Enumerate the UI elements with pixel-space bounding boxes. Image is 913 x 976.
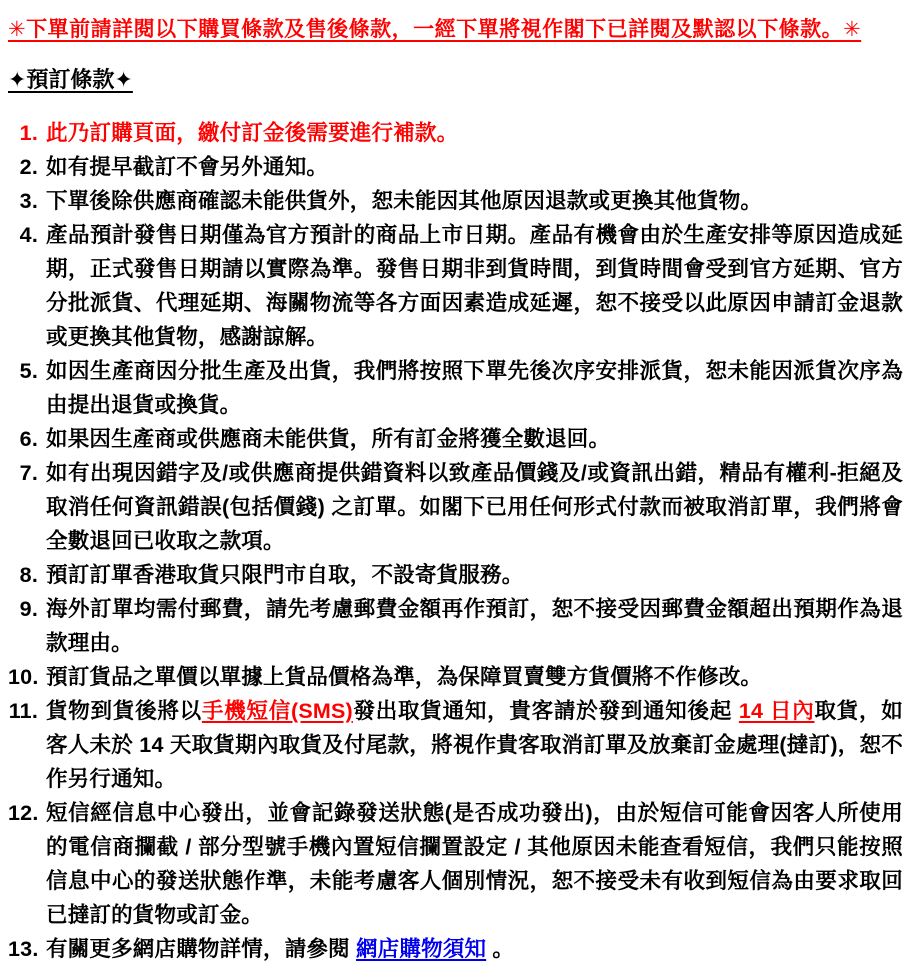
term-number: 11.	[8, 699, 38, 723]
section-title: ✦預訂條款✦	[8, 67, 133, 92]
term-text	[46, 563, 523, 587]
term-item	[8, 116, 903, 150]
term-item	[8, 694, 903, 796]
term-item	[8, 932, 903, 966]
term-number: 13.	[8, 937, 39, 961]
term-item	[8, 354, 903, 422]
text-run: 如有提早截訂不會另外通知。	[46, 155, 329, 179]
term-text	[46, 155, 328, 179]
term-text	[46, 461, 903, 553]
term-number: 7.	[19, 461, 38, 485]
term-number: 12.	[8, 801, 39, 825]
text-run: 短信經信息中心發出，並會記錄發送狀態(是否成功發出)，由於短信可能會因客人所使用的電信商攔截 / 部分型號手機內置短信攔置設定 / 其他原因未能查看短信，我們只能按照信息中心的發送狀態作準，未能考慮客人個別情況，恕不接受未有收到短信為由要求取回已撻訂的貨物或訂金。	[46, 801, 903, 927]
text-run: 海外訂單均需付郵費，請先考慮郵費金額再作預訂，恕不接受因郵費金額超出預期作為退款理由。	[46, 597, 903, 655]
term-item	[8, 456, 903, 558]
term-text	[46, 801, 903, 927]
term-item	[8, 660, 903, 694]
term-text	[46, 359, 903, 417]
text-run: 此乃訂購頁面，繳付訂金後需要進行補款。	[46, 121, 459, 145]
term-text	[46, 223, 903, 349]
text-run: 發出取貨通知，貴客請於發到通知後起	[352, 699, 739, 723]
term-item	[8, 218, 903, 354]
text-run: 如果因生產商或供應商未能供貨，所有訂金將獲全數退回。	[46, 427, 611, 451]
term-text	[46, 665, 762, 689]
text-run: 。	[486, 937, 515, 961]
term-number: 1.	[19, 121, 38, 145]
text-run: 下單後除供應商確認未能供貨外，恕未能因其他原因退款或更換其他貨物。	[46, 189, 763, 213]
text-run: 如有出現因錯字及/或供應商提供錯資料以致產品價錢及/或資訊出錯，精品有權利-拒絕及取消任何資訊錯誤(包括價錢) 之訂單。如閣下已用任何形式付款而被取消訂單，我們將會全數退回已收取之款項。	[46, 461, 903, 553]
text-run: 貨物到貨後將以	[46, 699, 202, 723]
term-text	[46, 699, 903, 791]
term-item	[8, 592, 903, 660]
sms-highlight: 手機短信(SMS)	[201, 699, 353, 723]
term-text	[46, 597, 903, 655]
term-text	[46, 121, 458, 145]
term-item	[8, 422, 903, 456]
pickup-deadline-highlight: 14 日內	[738, 699, 815, 723]
terms-list	[8, 116, 903, 966]
term-item	[8, 796, 903, 932]
term-number: 3.	[19, 189, 38, 213]
term-number: 9.	[19, 597, 38, 621]
text-run: 預訂訂單香港取貨只限門市自取，不設寄貨服務。	[46, 563, 524, 587]
store-shopping-guide-link[interactable]: 網店購物須知	[355, 937, 487, 961]
term-number: 5.	[19, 359, 38, 383]
term-text	[46, 427, 610, 451]
term-text	[46, 189, 762, 213]
term-number: 10.	[8, 665, 39, 689]
term-item	[8, 558, 903, 592]
text-run: 取貨，如客人未於 14 天取貨期內取貨及付尾款，將視作貴客取消訂單及放棄訂金處理(撻訂)，恕不作另行通知。	[46, 699, 903, 791]
term-number: 4.	[19, 223, 38, 247]
text-run: 產品預計發售日期僅為官方預計的商品上市日期。產品有機會由於生產安排等原因造成延期，正式發售日期請以實際為準。發售日期非到貨時間，到貨時間會受到官方延期、官方分批派貨、代理延期、海關物流等各方面因素造成延遲，恕不接受以此原因申請訂金退款或更換其他貨物，感謝諒解。	[46, 223, 903, 349]
text-run: 有關更多網店購物詳情，請參閱	[46, 937, 356, 961]
text-run: 預訂貨品之單價以單據上貨品價格為準，為保障買賣雙方貨價將不作修改。	[46, 665, 763, 689]
term-number: 6.	[19, 427, 38, 451]
term-number: 2.	[19, 155, 38, 179]
term-item	[8, 184, 903, 218]
header-notice: ✳下單前請詳閱以下購買條款及售後條款，一經下單將視作閣下已詳閱及默認以下條款。✳	[8, 18, 862, 41]
term-item	[8, 150, 903, 184]
text-run: 如因生產商因分批生產及出貨，我們將按照下單先後次序安排派貨，恕未能因派貨次序為由提出退貨或換貨。	[46, 359, 903, 417]
term-text	[46, 937, 514, 961]
term-number: 8.	[19, 563, 38, 587]
